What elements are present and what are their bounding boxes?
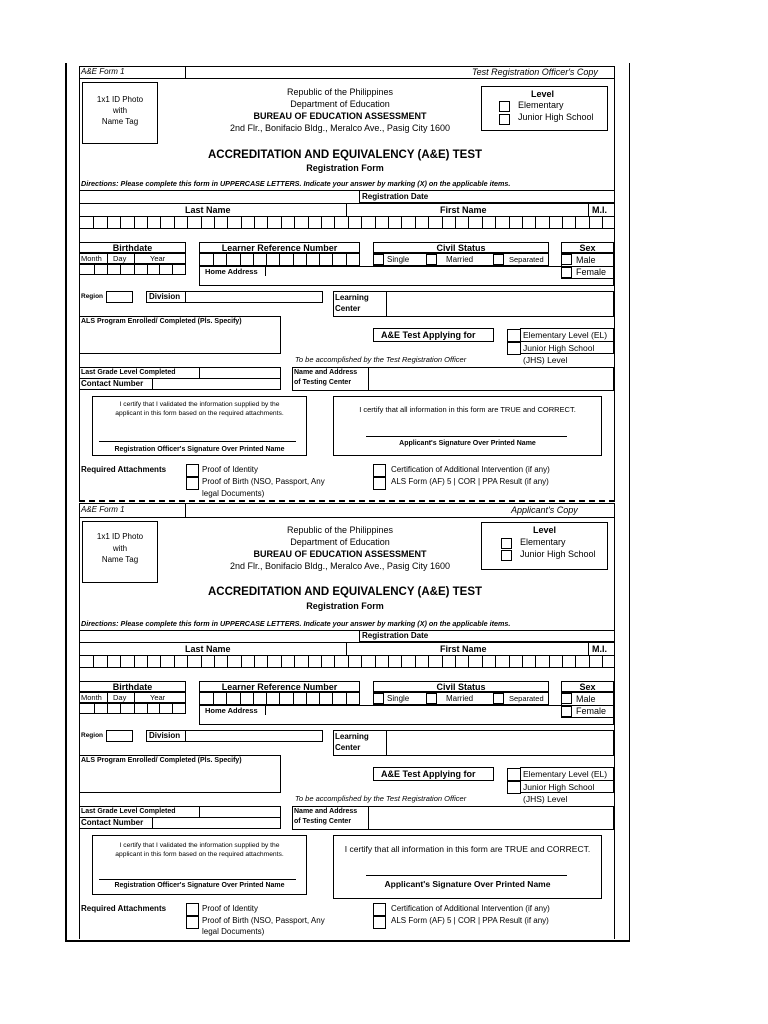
female-checkbox[interactable] — [561, 267, 572, 278]
mi-label: M.I. — [592, 205, 607, 215]
contact-label: Contact Number — [81, 379, 144, 388]
day-label: Day — [113, 693, 127, 702]
form-subtitle: Registration Form — [306, 163, 384, 173]
first-name-label: First Name — [440, 205, 487, 215]
learning-label: Learning — [335, 732, 369, 741]
sex-label: Sex — [579, 682, 596, 692]
photo-label: 1x1 ID Photo — [96, 95, 144, 104]
applicant-signature-label[interactable]: Applicant's Signature Over Printed Name — [399, 440, 536, 447]
lrn-cells[interactable] — [199, 253, 360, 266]
day-label: Day — [113, 254, 127, 263]
form-subtitle: Registration Form — [306, 601, 384, 611]
form-title: ACCREDITATION AND EQUIVALENCY (A&E) TEST — [207, 586, 483, 598]
form-number: A&E Form 1 — [81, 505, 125, 514]
jhs-checkbox[interactable] — [501, 550, 512, 561]
birthdate-cells[interactable] — [79, 264, 186, 275]
elementary-checkbox[interactable] — [499, 101, 510, 112]
applying-label: A&E Test Applying for — [381, 769, 476, 779]
testing-center-label: Name and Address — [294, 808, 358, 815]
el-checkbox[interactable] — [507, 768, 521, 781]
address-text: 2nd Flr., Bonifacio Bldg., Meralco Ave., Pasig City 1600 — [230, 123, 450, 133]
copy-label: Applicant's Copy — [511, 505, 578, 515]
birthdate-cells[interactable] — [79, 703, 186, 714]
contact-label: Contact Number — [81, 818, 144, 827]
photo-label: 1x1 ID Photo — [96, 532, 144, 541]
month-label: Month — [81, 693, 102, 702]
officer-cert-text: I certify that I validated the information supplied by the — [119, 842, 280, 849]
applicant-cert-text: I certify that all information in this form are TRUE and CORRECT. — [344, 844, 591, 854]
name-cells[interactable] — [79, 216, 615, 229]
male-checkbox[interactable] — [561, 254, 572, 265]
civil-status-label: Civil Status — [436, 682, 486, 692]
elementary-checkbox[interactable] — [501, 538, 512, 549]
bureau-text: BUREAU OF EDUCATION ASSESSMENT — [253, 549, 427, 559]
region-field[interactable] — [106, 291, 133, 303]
als-label: ALS Program Enrolled/ Completed (Pls. Specify) — [81, 318, 242, 325]
certification-checkbox[interactable] — [373, 903, 386, 916]
jhs-level-checkbox[interactable] — [507, 342, 521, 355]
registration-date-label: Registration Date — [362, 631, 429, 640]
learning-center-field[interactable] — [333, 730, 614, 756]
officer-cert-text: I certify that I validated the information supplied by the — [119, 401, 280, 408]
female-checkbox[interactable] — [561, 706, 572, 717]
last-grade-label: Last Grade Level Completed — [81, 808, 176, 815]
home-address-field[interactable] — [199, 266, 614, 286]
republic-text: Republic of the Philippines — [286, 525, 394, 535]
home-address-label: Home Address — [205, 706, 258, 715]
address-text: 2nd Flr., Bonifacio Bldg., Meralco Ave., Pasig City 1600 — [230, 561, 450, 571]
region-field[interactable] — [106, 730, 133, 742]
als-form-checkbox[interactable] — [373, 916, 386, 929]
separated-checkbox[interactable] — [493, 693, 504, 704]
applicant-cert-text: I certify that all information in this form are TRUE and CORRECT. — [359, 405, 576, 414]
name-cells[interactable] — [79, 655, 615, 668]
level-title: Level — [531, 89, 555, 99]
home-address-field[interactable] — [199, 705, 614, 725]
birthdate-label: Birthdate — [112, 243, 153, 253]
male-checkbox[interactable] — [561, 693, 572, 704]
registration-date-label: Registration Date — [362, 192, 429, 201]
lrn-label: Learner Reference Number — [221, 243, 338, 253]
year-label: Year — [150, 254, 166, 263]
officer-signature-label[interactable]: Registration Officer's Signature Over Printed Name — [114, 446, 285, 453]
officer-copy: A&E Form 1 Test Registration Officer's Copy 1x1 ID Photo with Name Tag Republic of the Philippines Department of Education BUREAU OF EDUCATION ASSESSMENT 2nd Flr., Bonifacio Bldg., Meralco Ave., Pasig City 1600 Level Elementary Junior High School ACCREDITATION AND EQUIVALENCY (A&E) TEST Registration Form Directions: Please complete this form in UPPERCASE LETTERS. Indicate your answer by marking (X) on the applicable items. Registration Date Last Name First Name M.I. Birthdate Month Day Year Learner Reference Number Home Address Civil Status Single Married Separated Sex Male Female Region Division Learning Center ALS Program Enrolled/ Completed (Pls. Specify) A&E Test Applying for Elementary Level (EL) Junior High School (JHS) Level To be accomplished by the Test Registration Officer Last Grade Level Completed Contact Number Name and Address of Testing Center I certify that I validated the information supplied by the applicant in this form based on the required attachments. Registration Officer's Signature Over Printed Name I certify that all information in this form are TRUE and CORRECT. Applicant's Signature Over Printed Name Required Attachments Proof of Identity Proof of Birth (NSO, Passport, Any legal Documents) Certification of Additional Intervention (if any) ALS Form (AF) 5 | COR | PPA Result (if any) — [0, 0, 768, 440]
proof-identity-checkbox[interactable] — [186, 903, 199, 916]
form-number: A&E Form 1 — [81, 67, 125, 76]
republic-text: Republic of the Philippines — [286, 87, 394, 97]
directions: Directions: Please complete this form in UPPERCASE LETTERS. Indicate your answer by marking (X) on the applicable items. — [81, 179, 511, 188]
deped-text: Department of Education — [290, 537, 390, 547]
sex-label: Sex — [579, 243, 596, 253]
home-address-label: Home Address — [205, 267, 258, 276]
required-attachments-label: Required Attachments — [81, 904, 167, 913]
officer-signature-label[interactable]: Registration Officer's Signature Over Printed Name — [114, 882, 285, 889]
division-label: Division — [149, 292, 181, 301]
first-name-label: First Name — [440, 644, 487, 654]
lrn-cells[interactable] — [199, 692, 360, 705]
civil-status-label: Civil Status — [436, 243, 486, 253]
last-grade-label: Last Grade Level Completed — [81, 369, 176, 376]
married-checkbox[interactable] — [426, 693, 437, 704]
single-checkbox[interactable] — [373, 254, 384, 265]
separated-checkbox[interactable] — [493, 254, 504, 265]
copy-label: Test Registration Officer's Copy — [472, 67, 598, 77]
applicant-signature-label[interactable]: Applicant's Signature Over Printed Name — [384, 879, 551, 889]
last-name-label: Last Name — [185, 205, 231, 215]
level-title: Level — [533, 525, 557, 535]
birthdate-label: Birthdate — [112, 682, 153, 692]
testing-center-label: Name and Address — [294, 369, 358, 376]
el-checkbox[interactable] — [507, 329, 521, 342]
applicant-copy: A&E Form 1 Applicant's Copy 1x1 ID Photo with Name Tag Republic of the Philippines Department of Education BUREAU OF EDUCATION ASSESSMENT 2nd Flr., Bonifacio Bldg., Meralco Ave., Pasig City 1600 Level Elementary Junior High School ACCREDITATION AND EQUIVALENCY (A&E) TEST Registration Form Directions: Please complete this form in UPPERCASE LETTERS. Indicate your answer by marking (X) on the applicable items. Registration Date Last Name First Name M.I. Birthdate Month Day Year Learner Reference Number Home Address Civil Status Single Married Separated Sex Male Female Region Division Learning Center ALS Program Enrolled/ Completed (Pls. Specify) A&E Test Applying for Elementary Level (EL) Junior High School (JHS) Level To be accomplished by the Test Registration Officer Last Grade Level Completed Contact Number Name and Address of Testing Center I certify that I validated the information supplied by the applicant in this form based on the required attachments. Registration Officer's Signature Over Printed Name I certify that all information in this form are TRUE and CORRECT. Applicant's Signature Over Printed Name Required Attachments Proof of Identity Proof of Birth (NSO, Passport, Any legal Documents) Certification of Additional Intervention (if any) ALS Form (AF) 5 | COR | PPA Result (if any) — [0, 439, 768, 879]
learning-label: Learning — [335, 293, 369, 302]
als-label: ALS Program Enrolled/ Completed (Pls. Specify) — [81, 757, 242, 764]
accomplished-note: To be accomplished by the Test Registration Officer — [295, 794, 467, 803]
single-checkbox[interactable] — [373, 693, 384, 704]
form-title: ACCREDITATION AND EQUIVALENCY (A&E) TEST — [207, 149, 483, 161]
directions: Directions: Please complete this form in UPPERCASE LETTERS. Indicate your answer by marking (X) on the applicable items. — [81, 619, 511, 628]
lrn-label: Learner Reference Number — [221, 682, 338, 692]
month-label: Month — [81, 254, 102, 263]
bureau-text: BUREAU OF EDUCATION ASSESSMENT — [253, 111, 427, 121]
applying-label: A&E Test Applying for — [381, 330, 476, 340]
required-attachments-label: Required Attachments — [81, 465, 167, 474]
jhs-checkbox[interactable] — [499, 114, 510, 125]
region-label: Region — [81, 293, 104, 300]
proof-birth-checkbox[interactable] — [186, 916, 199, 929]
married-checkbox[interactable] — [426, 254, 437, 265]
jhs-level-checkbox[interactable] — [507, 781, 521, 794]
division-label: Division — [149, 731, 181, 740]
learning-center-field[interactable] — [333, 291, 614, 317]
year-label: Year — [150, 693, 166, 702]
last-name-label: Last Name — [185, 644, 231, 654]
deped-text: Department of Education — [290, 99, 390, 109]
region-label: Region — [81, 732, 104, 739]
mi-label: M.I. — [592, 644, 607, 654]
accomplished-note: To be accomplished by the Test Registration Officer — [295, 355, 467, 364]
